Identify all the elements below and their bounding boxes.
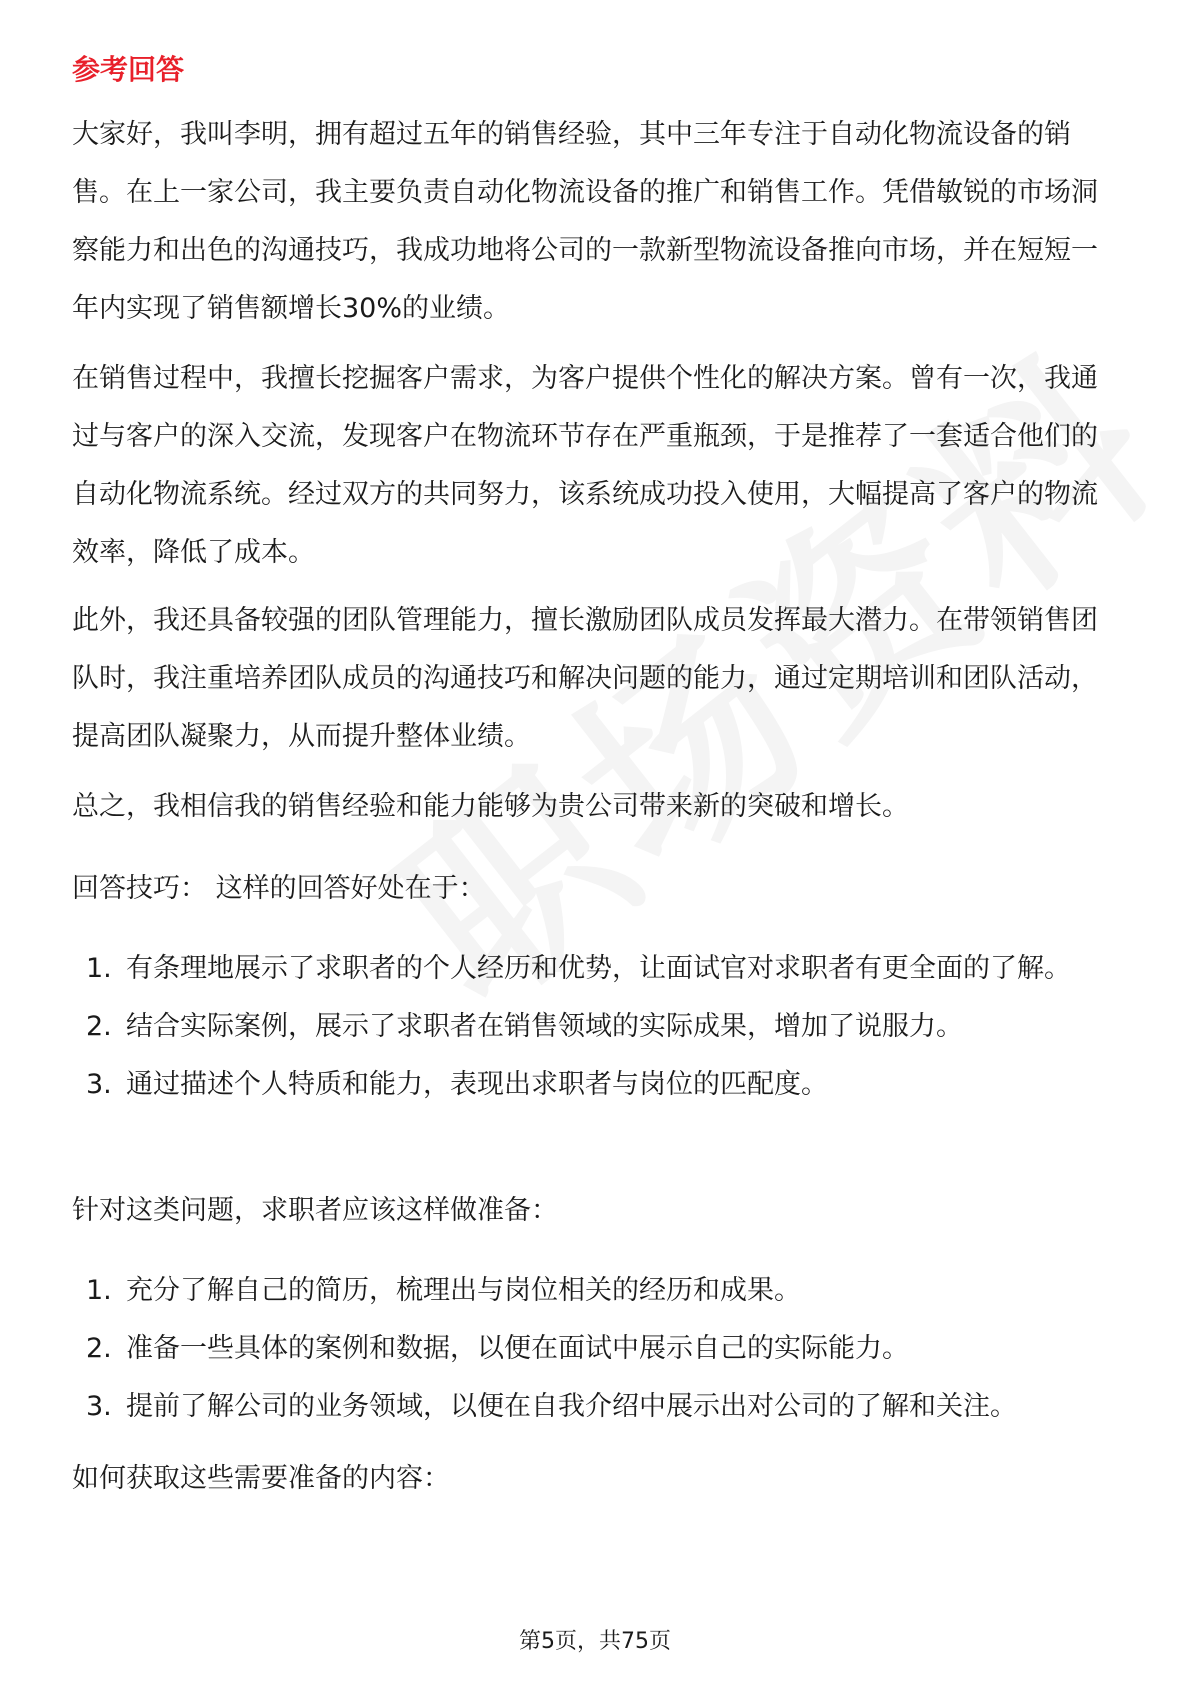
list-item-number: 3. xyxy=(86,1391,112,1422)
list-item-number: 1. xyxy=(86,953,112,984)
paragraph-conclusion: 总之，我相信我的销售经验和能力能够为贵公司带来新的突破和增长。 xyxy=(72,791,909,822)
how-intro: 如何获取这些需要准备的内容： xyxy=(72,1463,450,1494)
list-item-number: 1. xyxy=(86,1275,112,1306)
paragraph-intro: 大家好，我叫李明，拥有超过五年的销售经验，其中三年专注于自动化物流设备的销售。在上一家公司，我主要负责自动化物流设备的推广和销售工作。凭借敏锐的市场洞察能力和出色的沟通技巧，我成功地将公司的一款新型物流设备推向市场，并在短短一年内实现了销售额增长30%的业绩。 xyxy=(72,119,1098,324)
list-item-number: 3. xyxy=(86,1069,112,1100)
list-item-text: 通过描述个人特质和能力，表现出求职者与岗位的匹配度。 xyxy=(126,1069,828,1100)
prep-intro: 针对这类问题，求职者应该这样做准备： xyxy=(72,1195,558,1226)
list-item xyxy=(72,998,1118,1056)
section-heading: 参考回答 xyxy=(72,53,185,86)
list-item-text: 提前了解公司的业务领域，以便在自我介绍中展示出对公司的了解和关注。 xyxy=(126,1391,1017,1422)
list-item-number: 2. xyxy=(86,1333,112,1364)
paragraph-team-management: 此外，我还具备较强的团队管理能力，擅长激励团队成员发挥最大潜力。在带领销售团队时，我注重培养团队成员的沟通技巧和解决问题的能力，通过定期培训和团队活动，提高团队凝聚力，从而提升整体业绩。 xyxy=(72,605,1098,752)
list-item xyxy=(72,940,1118,998)
list-item xyxy=(72,1056,1118,1114)
page-number: 第5页，共75页 xyxy=(519,1629,671,1654)
prep-list xyxy=(72,1262,1118,1436)
list-item xyxy=(72,1378,1118,1436)
list-item xyxy=(72,1262,1118,1320)
list-item-text: 结合实际案例，展示了求职者在销售领域的实际成果，增加了说服力。 xyxy=(126,1011,963,1042)
list-item-text: 充分了解自己的简历，梳理出与岗位相关的经历和成果。 xyxy=(126,1275,801,1306)
tips-list xyxy=(72,940,1118,1114)
list-item-number: 2. xyxy=(86,1011,112,1042)
paragraph-sales-process: 在销售过程中，我擅长挖掘客户需求，为客户提供个性化的解决方案。曾有一次，我通过与客户的深入交流，发现客户在物流环节存在严重瓶颈，于是推荐了一套适合他们的自动化物流系统。经过双方的共同努力，该系统成功投入使用，大幅提高了客户的物流效率，降低了成本。 xyxy=(72,363,1098,568)
list-item xyxy=(72,1320,1118,1378)
list-item-text: 有条理地展示了求职者的个人经历和优势，让面试官对求职者有更全面的了解。 xyxy=(126,953,1071,984)
list-item-text: 准备一些具体的案例和数据，以便在面试中展示自己的实际能力。 xyxy=(126,1333,909,1364)
tips-intro: 回答技巧： 这样的回答好处在于： xyxy=(72,873,486,904)
